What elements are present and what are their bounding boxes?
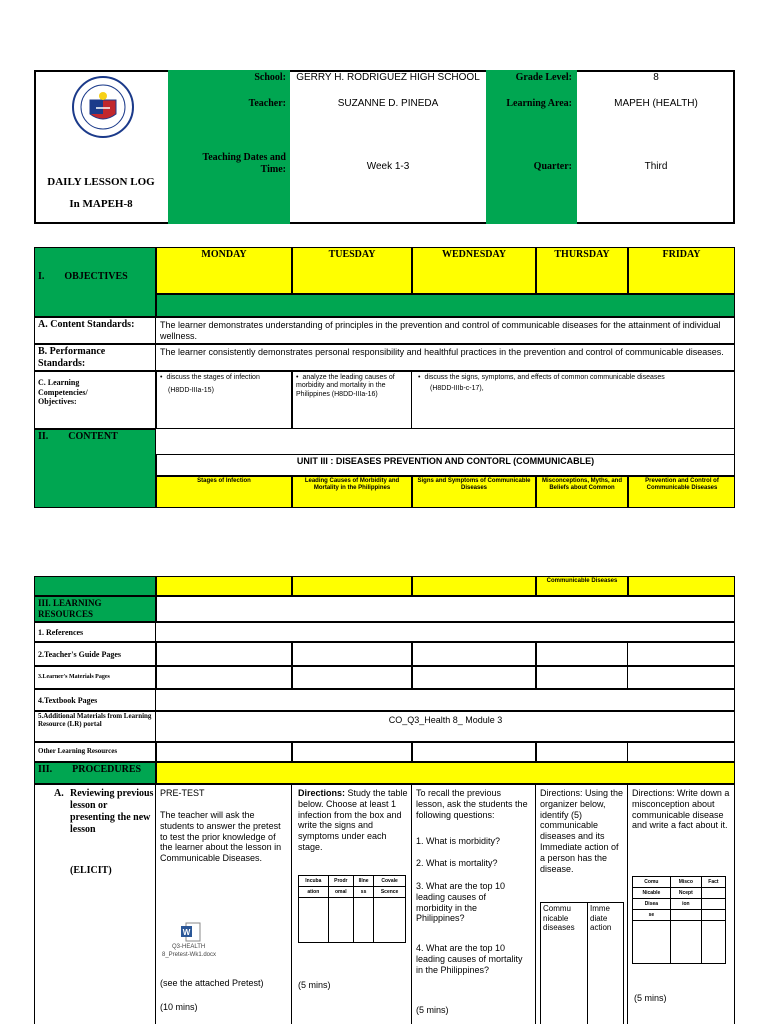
thu-col2: Imme diate action <box>590 904 612 933</box>
mon-time: (10 mins) <box>160 1002 198 1012</box>
lm-mon <box>156 666 292 689</box>
cont-cell-monday <box>156 576 292 596</box>
cont-cell-wednesday <box>412 576 536 596</box>
comp-monday <box>160 374 290 396</box>
title-line1: DAILY LESSON LOG <box>47 176 155 188</box>
thu-col1: Commu nicable diseases <box>543 904 575 933</box>
title-line2: In MAPEH-8 <box>69 198 133 210</box>
fri-table-cell <box>701 921 725 964</box>
fri-table-h1: Comu <box>633 877 671 888</box>
wed-q3: 3. What are the top 10 leading causes of morbidity in the Philippines? <box>416 881 506 924</box>
objectives-heading: I. OBJECTIVES <box>38 271 128 282</box>
other-tue <box>292 742 412 762</box>
teacher-label: Teacher: <box>248 98 286 109</box>
wed-q2: 2. What is mortality? <box>416 858 498 868</box>
proc-divider-2 <box>291 784 292 1024</box>
day-friday: FRIDAY <box>662 249 701 260</box>
mon-attached: (see the attached Pretest) <box>160 978 264 988</box>
content-standards-label: A. Content Standards: <box>38 319 135 330</box>
objectives-heading-cell <box>34 247 156 317</box>
fri-table-h7: ion <box>670 899 701 910</box>
mon-file-line1: Q3-HEALTH <box>172 944 206 950</box>
comp-monday-text: • discuss the stages of infection <box>160 374 290 382</box>
fri-misconception-table <box>632 876 726 964</box>
unit-title: UNIT III : DISEASES PREVENTION AND CONTORL (COMMUNICABLE) <box>296 456 595 466</box>
topic-wednesday: Signs and Symptoms of Communicable Diseases <box>417 478 531 492</box>
quarter-label: Quarter: <box>533 161 572 172</box>
tue-table-h6: omal <box>328 887 353 898</box>
other-thu <box>536 742 628 762</box>
tue-table-cell <box>374 898 406 943</box>
tue-table-h1: Incuba <box>299 876 329 887</box>
other-mon <box>156 742 292 762</box>
dates-value: Week 1-3 <box>366 161 410 172</box>
topic-tuesday: Leading Causes of Morbidity and Mortality in the Philippines <box>304 478 400 492</box>
lm-label: 3.Learner's Materials Pages <box>38 674 110 680</box>
tg-wed <box>412 642 536 666</box>
day-thursday: THURSDAY <box>554 249 610 260</box>
fri-table-cell <box>701 888 725 899</box>
mon-title: PRE-TEST <box>160 788 205 798</box>
tue-table-h3: Illne <box>354 876 374 887</box>
tue-time: (5 mins) <box>298 980 331 990</box>
procedure-a-label: Reviewing previous lesson or presenting the new lesson <box>70 788 154 835</box>
tg-label: 2.Teacher's Guide Pages <box>38 650 122 659</box>
word-doc-icon[interactable] <box>180 922 202 942</box>
thu-organizer-divider <box>587 902 588 1024</box>
fri-table-h6: Disea <box>633 899 671 910</box>
cont-row-label <box>34 576 156 596</box>
word-file-icon <box>180 922 202 942</box>
day-tuesday: TUESDAY <box>328 249 376 260</box>
tue-directions: Directions: <box>298 788 346 798</box>
performance-standards-label: B. Performance Standards: <box>38 346 106 369</box>
fri-table-cell <box>670 921 701 964</box>
content-heading: II. CONTENT <box>38 431 118 442</box>
tue-stages-table <box>298 875 406 943</box>
lm-tue <box>292 666 412 689</box>
day-wednesday: WEDNESDAY <box>441 249 507 260</box>
deped-seal <box>72 76 134 138</box>
topic-friday: Prevention and Control of Communicable Diseases <box>645 478 719 492</box>
tue-table-h4: Covale <box>374 876 406 887</box>
svg-text:W: W <box>182 928 191 937</box>
topic-thursday-cont: Communicable Diseases <box>546 578 618 584</box>
fri-table-h5: Ncept <box>670 888 701 899</box>
tue-table-cell <box>299 898 329 943</box>
proc-divider-3 <box>411 784 412 1024</box>
procedures-heading: III. PROCEDURES <box>38 764 142 775</box>
performance-standards-text: The learner consistently demonstrates personal responsibility and healthful practices in the prevention and control of communicable diseases. <box>160 347 724 357</box>
additional-value: CO_Q3_Health 8_ Module 3 <box>388 715 503 725</box>
content-standards-text: The learner demonstrates understanding of principles in the prevention and control of communicable diseases for the attainment of individual wellness. <box>160 320 721 341</box>
tue-table-h2: Prodr <box>328 876 353 887</box>
lm-thu <box>536 666 628 689</box>
tue-table-h8: Scence <box>374 887 406 898</box>
lm-wed <box>412 666 536 689</box>
comp-tuesday-text: • analyze the leading causes of morbidity and mortality in the Philippines (H8DD-IIIa-16) <box>296 374 408 399</box>
tg-mon <box>156 642 292 666</box>
topic-thursday: Misconceptions, Myths, and Beliefs about Common <box>541 478 622 492</box>
tue-text <box>298 788 408 853</box>
fri-table-h3: Fact <box>701 877 725 888</box>
school-value: GERRY H. RODRIGUEZ HIGH SCHOOL <box>296 72 480 83</box>
proc-divider-4 <box>535 784 536 1024</box>
comp-wednesday <box>418 374 732 394</box>
comp-wednesday-text: • discuss the signs, symptoms, and effects of common communicable diseases <box>418 374 732 382</box>
dates-label: Teaching Dates and Time: <box>202 152 286 175</box>
wed-q1: 1. What is morbidity? <box>416 836 501 846</box>
resources-heading: III. LEARNING RESOURCES <box>38 598 102 619</box>
procedure-a-sub: (ELICIT) <box>70 865 112 876</box>
fri-table-cell <box>670 910 701 921</box>
fri-table-h8: se <box>633 910 671 921</box>
thu-text: Directions: Using the organizer below, identify (5) communicable diseases and its Immediate action of a person has the disease. <box>540 788 624 874</box>
mon-file-line2: 8_Pretest-Wk1.docx <box>162 952 217 958</box>
other-wed <box>412 742 536 762</box>
textbook-label: 4.Textbook Pages <box>38 696 98 705</box>
header-green-right <box>486 70 577 224</box>
quarter-value: Third <box>644 161 668 172</box>
tg-tue <box>292 642 412 666</box>
fri-time: (5 mins) <box>634 993 667 1003</box>
competencies-label: C. Learning Competencies/ Objectives: <box>38 378 88 407</box>
cont-cell-friday <box>628 576 735 596</box>
tue-table-h5: ation <box>299 887 329 898</box>
day-monday: MONDAY <box>201 249 247 260</box>
mon-text: The teacher will ask the students to answer the pretest to test the prior knowledge of the learner about the lesson in Communicable Diseases. <box>160 810 282 864</box>
proc-divider-5 <box>627 784 628 1024</box>
procedures-yellow-band <box>156 762 735 784</box>
additional-label: 5.Additional Materials from Learning Resource (LR) portal <box>38 712 152 729</box>
grade-label: Grade Level: <box>515 72 572 83</box>
wed-time: (5 mins) <box>416 1005 449 1015</box>
area-value: MAPEH (HEALTH) <box>614 98 698 109</box>
tue-directions-text: Study the table below. Choose at least 1 infection from the box and write the signs and symptoms under each stage. <box>298 788 408 852</box>
fri-text: Directions: Write down a misconception about communicable disease and write a fact about it. <box>632 788 730 831</box>
procedure-a-prefix: A. <box>54 788 64 799</box>
tg-thu <box>536 642 628 666</box>
teacher-value: SUZANNE D. PINEDA <box>337 98 439 109</box>
comp-wednesday-code: (H8DD-IIIb-c-17), <box>430 385 484 393</box>
tue-table-cell <box>328 898 353 943</box>
tue-table-cell <box>354 898 374 943</box>
wed-intro: To recall the previous lesson, ask the students the following questions: <box>416 788 528 820</box>
fri-table-h4: Nicable <box>633 888 671 899</box>
topic-monday: Stages of Infection <box>197 478 251 484</box>
grade-value: 8 <box>653 72 659 83</box>
header-green-left <box>168 70 290 224</box>
seal-icon <box>72 76 134 138</box>
references-label: 1. References <box>38 628 84 637</box>
comp-tuesday <box>296 374 408 399</box>
objectives-green-band <box>156 294 735 317</box>
proc-divider-1 <box>155 784 156 1024</box>
fri-table-h2: Misco <box>670 877 701 888</box>
fri-table-cell <box>701 910 725 921</box>
area-label: Learning Area: <box>506 98 572 109</box>
wed-q4: 4. What are the top 10 leading causes of mortality in the Philippines? <box>416 943 523 975</box>
school-label: School: <box>254 72 286 83</box>
other-label: Other Learning Resources <box>38 747 118 755</box>
tue-table-h7: ss <box>354 887 374 898</box>
comp-monday-code: (H8DD-IIIa-15) <box>168 387 214 395</box>
resources-heading-span <box>156 596 735 622</box>
cont-cell-tuesday <box>292 576 412 596</box>
fri-table-cell <box>701 899 725 910</box>
fri-table-cell <box>633 921 671 964</box>
